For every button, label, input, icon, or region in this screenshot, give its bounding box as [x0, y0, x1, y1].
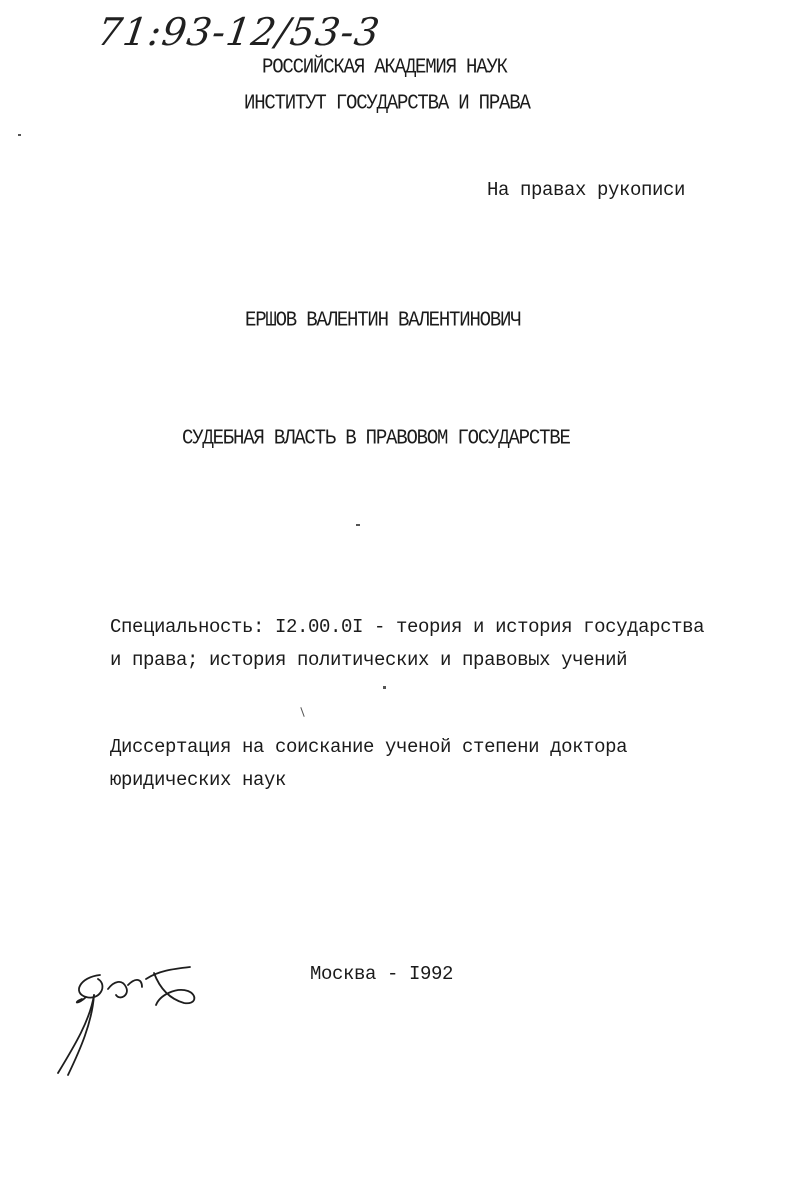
scan-speck	[383, 686, 386, 689]
archive-number-handwritten: 71:93-12/53-3	[94, 10, 383, 54]
scan-speck	[356, 524, 360, 526]
author-name: ЕРШОВ ВАЛЕНТИН ВАЛЕНТИНОВИЧ	[245, 307, 521, 333]
signature-icon	[50, 965, 210, 1080]
place-year: Москва - I992	[310, 963, 454, 985]
dissertation-line-2: юридических наук	[110, 769, 287, 791]
rights-note: На правах рукописи	[487, 179, 686, 201]
scan-speck	[18, 134, 21, 136]
dissertation-title: СУДЕБНАЯ ВЛАСТЬ В ПРАВОВОМ ГОСУДАРСТВЕ	[182, 425, 570, 451]
institute-name: ИНСТИТУТ ГОСУДАРСТВА И ПРАВА	[244, 90, 530, 116]
specialty-line-2: и права; история политических и правовых учений	[110, 649, 628, 671]
specialty-line-1: Специальность: I2.00.0I - теория и история государства	[110, 616, 705, 638]
scan-speck	[300, 707, 304, 717]
dissertation-line-1: Диссертация на соискание ученой степени доктора	[110, 736, 628, 758]
academy-name: РОССИЙСКАЯ АКАДЕМИЯ НАУК	[262, 54, 507, 80]
